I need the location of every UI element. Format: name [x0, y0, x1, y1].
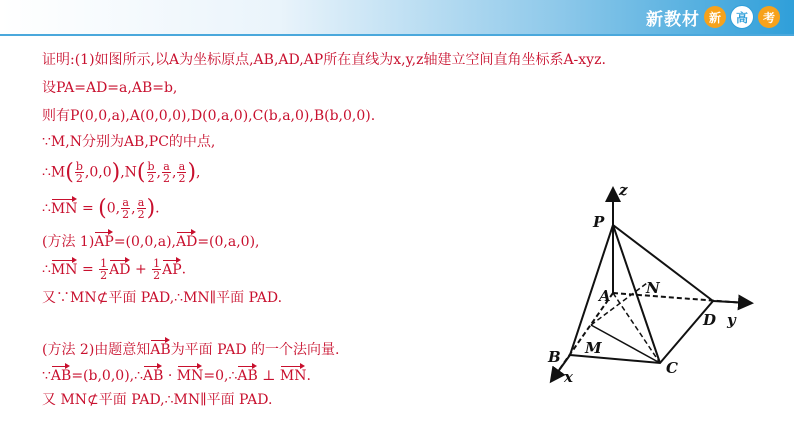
proof-line-3: 则有P(0,0,a),A(0,0,0),D(0,a,0),C(b,a,0),B(b,0,0).: [42, 108, 376, 124]
method-2-line-3: 又 MN⊄平面 PAD,∴MN∥平面 PAD.: [42, 392, 273, 408]
label-p: P: [593, 213, 605, 231]
badge-new: 新: [704, 6, 726, 28]
method-1-line-1: (方法 1)AP=(0,0,a),AD=(0,a,0),: [42, 234, 260, 250]
proof-line-1: 证明:(1)如图所示,以A为坐标原点,AB,AD,AP所在直线为x,y,z轴建立空间直角坐标系A-xyz.: [42, 52, 606, 68]
method-1-line-3: 又∵MN⊄平面 PAD,∴MN∥平面 PAD.: [42, 290, 283, 306]
coordinate-figure-svg: [535, 185, 785, 385]
label-d: D: [703, 311, 717, 329]
method-2-line-2: ∵AB=(b,0,0),∴AB · MN=0,∴AB ⊥ MN.: [42, 368, 311, 384]
vector-mn: MN: [50, 200, 78, 217]
badge-high: 高: [730, 5, 754, 29]
proof-line-4: ∵M,N分别为AB,PC的中点,: [42, 134, 216, 150]
header-divider: [0, 34, 794, 36]
proof-line-mn-vector: ∴MN = (0, $\frac{a}{2}$ , $\frac{a}{2}$ ).: [42, 196, 160, 222]
label-b: B: [548, 348, 561, 366]
m-point-label: ∴M: [42, 164, 66, 181]
label-m: M: [585, 339, 602, 357]
label-c: C: [666, 359, 678, 377]
fraction: $\frac{b}{2}$: [75, 160, 83, 186]
label-n: N: [646, 279, 660, 297]
label-y: y: [727, 311, 736, 329]
label-a: A: [599, 287, 611, 305]
method-1-line-2: ∴MN = $\frac{1}{2}$ AD + $\frac{1}{2}$ AP.: [42, 257, 187, 282]
proof-line-midpoints: ∴M( $\frac{b}{2}$ ,0,0),N( $\frac{b}{2}$ , $\frac{a}{2}$ , $\frac{a}{2}$ ),: [42, 160, 201, 186]
n-point-label: ,N: [120, 164, 137, 181]
pyramid-figure: [535, 185, 785, 385]
label-z: z: [619, 185, 628, 199]
badge-exam: 考: [758, 6, 780, 28]
proof-line-2: 设PA=AD=a,AB=b,: [42, 80, 178, 96]
brand-title: 新教材: [646, 9, 700, 30]
method-2-line-1: (方法 2)由题意知AB为平面 PAD 的一个法向量.: [42, 342, 340, 358]
y-axis: [713, 301, 750, 303]
brand: [646, 4, 780, 30]
label-x: x: [564, 368, 573, 385]
